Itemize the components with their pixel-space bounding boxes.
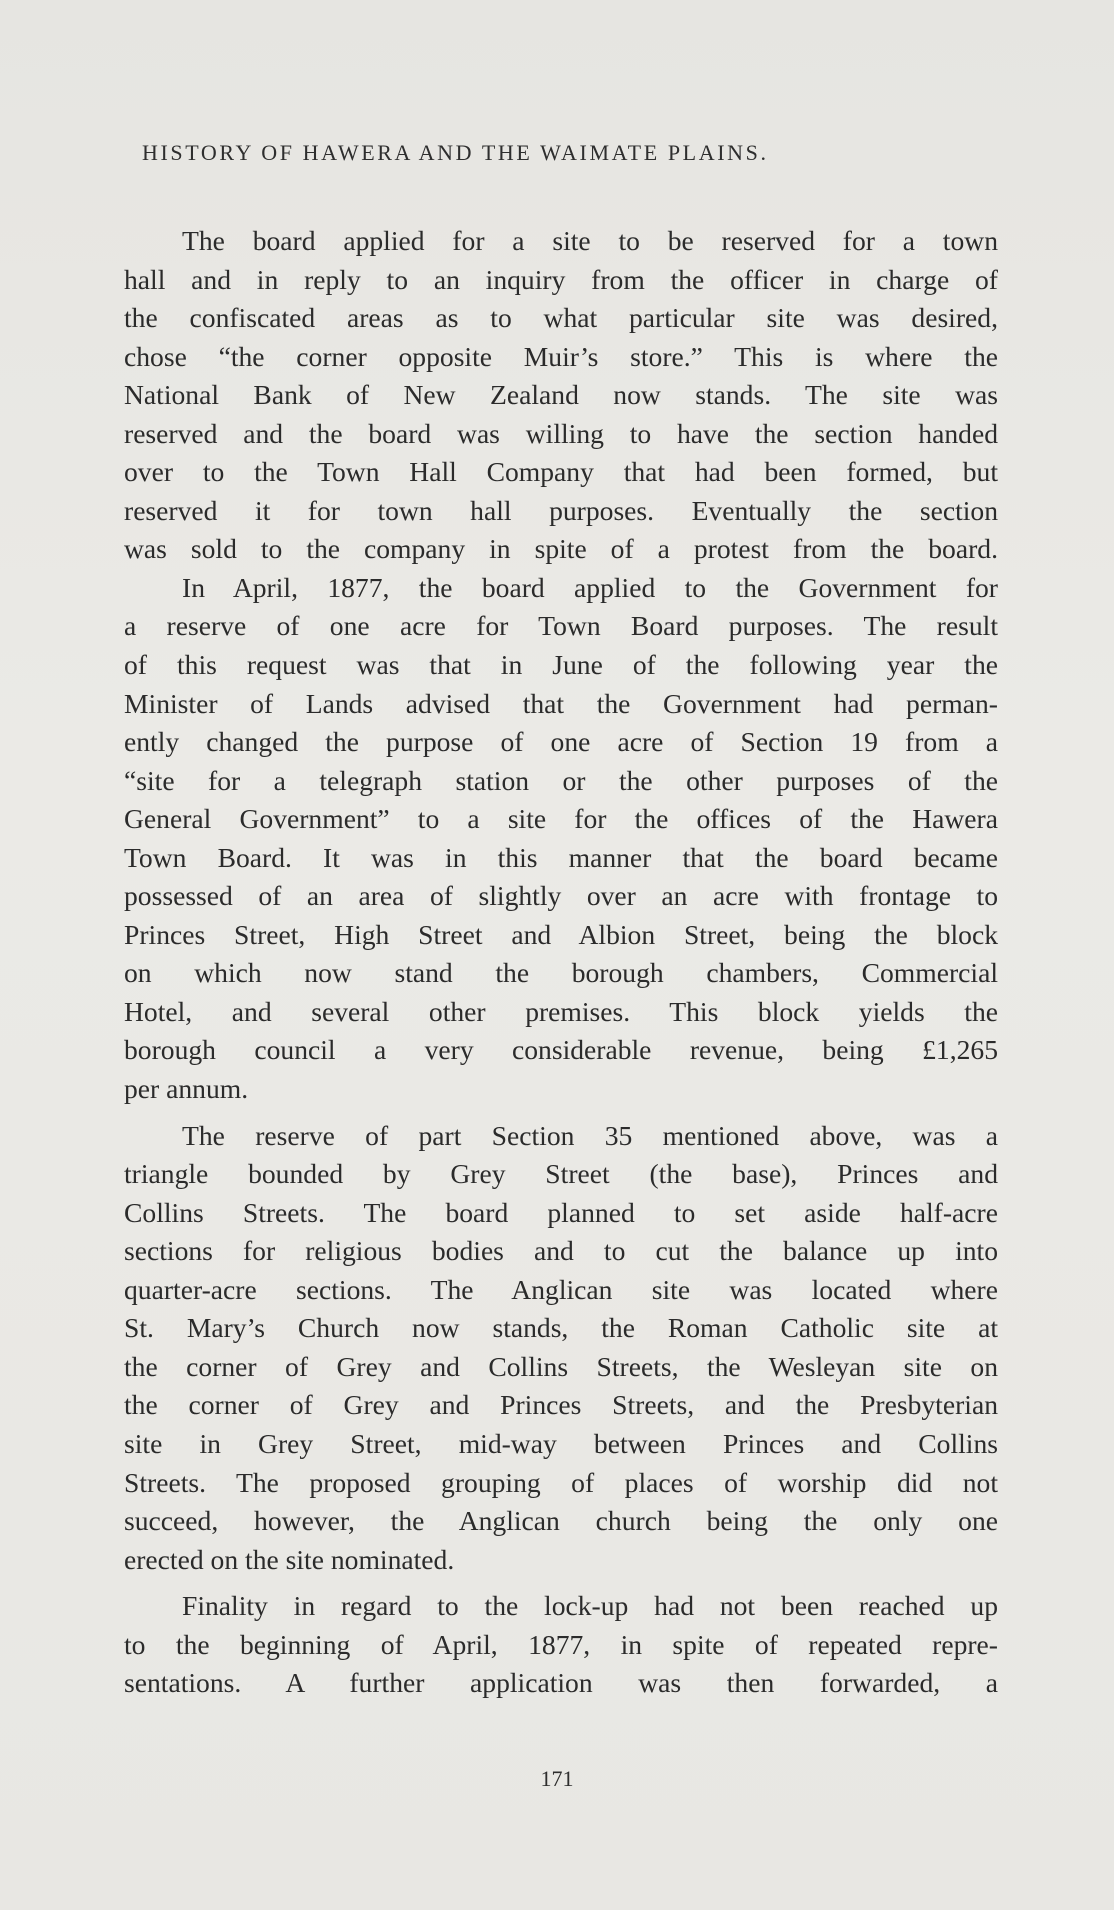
running-head: HISTORY OF HAWERA AND THE WAIMATE PLAINS. (142, 140, 769, 165)
text-line: a reserve of one acre for Town Board purposes. The result (124, 610, 998, 642)
text-line: Princes Street, High Street and Albion Street, being the block (124, 918, 998, 950)
text-line: the corner of Grey and Collins Streets, the Wesleyan site on (124, 1350, 998, 1382)
text-line: the corner of Grey and Princes Streets, and the Presbyterian (124, 1389, 998, 1421)
text-line: possessed of an area of slightly over an acre with frontage to (124, 880, 998, 912)
text-line: St. Mary’s Church now stands, the Roman Catholic site at (124, 1312, 998, 1344)
text-line: “site for a telegraph station or the other purposes of the (124, 764, 998, 796)
paragraph-town-board-reserve (124, 569, 998, 1109)
text-line: chose “the corner opposite Muir’s store.” This is where the (124, 340, 998, 372)
text-line: of this request was that in June of the following year the (124, 649, 998, 681)
text-line: the confiscated areas as to what particular site was desired, (124, 302, 998, 334)
paragraph-town-hall-site (124, 222, 998, 569)
text-line: sentations. A further application was then forwarded, a (124, 1667, 998, 1699)
text-line: Minister of Lands advised that the Government had perman- (124, 687, 998, 719)
text-line: Hotel, and several other premises. This block yields the (124, 995, 998, 1027)
text-line: erected on the site nominated. (124, 1543, 455, 1575)
text-line: ently changed the purpose of one acre of Section 19 from a (124, 726, 998, 758)
text-line: triangle bounded by Grey Street (the base), Princes and (124, 1158, 998, 1190)
text-line: succeed, however, the Anglican church being the only one (124, 1505, 998, 1537)
text-line: to the beginning of April, 1877, in spite of repeated repre- (124, 1628, 998, 1660)
text-line: General Government” to a site for the offices of the Hawera (124, 803, 998, 835)
text-line: In April, 1877, the board applied to the Government for (182, 571, 998, 603)
text-line: reserved and the board was willing to have the section handed (124, 417, 998, 449)
text-line: The board applied for a site to be reserved for a town (182, 225, 998, 256)
text-line: on which now stand the borough chambers, Commercial (124, 957, 998, 989)
text-line: reserved it for town hall purposes. Eventually the section (124, 494, 998, 526)
text-line: Streets. The proposed grouping of places of worship did not (124, 1466, 998, 1498)
text-line: was sold to the company in spite of a protest from the board. (124, 533, 998, 565)
text-line: per annum. (124, 1073, 249, 1105)
text-line: hall and in reply to an inquiry from the officer in charge of (124, 263, 998, 295)
text-line: The reserve of part Section 35 mentioned above, was a (182, 1119, 998, 1151)
text-line: quarter-acre sections. The Anglican site was located where (124, 1273, 998, 1305)
text-line: Town Board. It was in this manner that the board became (124, 841, 998, 873)
page-number: 171 (540, 1766, 574, 1791)
text-line: borough council a very considerable revenue, being £1,265 (124, 1034, 998, 1066)
paragraph-section-35-reserve (124, 1117, 998, 1580)
text-line: National Bank of New Zealand now stands. The site was (124, 379, 998, 411)
text-line: site in Grey Street, mid-way between Princes and Collins (124, 1427, 998, 1459)
paragraph-lock-up (124, 1587, 998, 1703)
text-line: sections for religious bodies and to cut the balance up into (124, 1235, 998, 1267)
text-line: over to the Town Hall Company that had been formed, but (124, 456, 998, 488)
body-text (124, 222, 998, 1703)
text-line: Finality in regard to the lock-up had not been reached up (182, 1590, 998, 1622)
text-line: Collins Streets. The board planned to set aside half-acre (124, 1196, 998, 1228)
